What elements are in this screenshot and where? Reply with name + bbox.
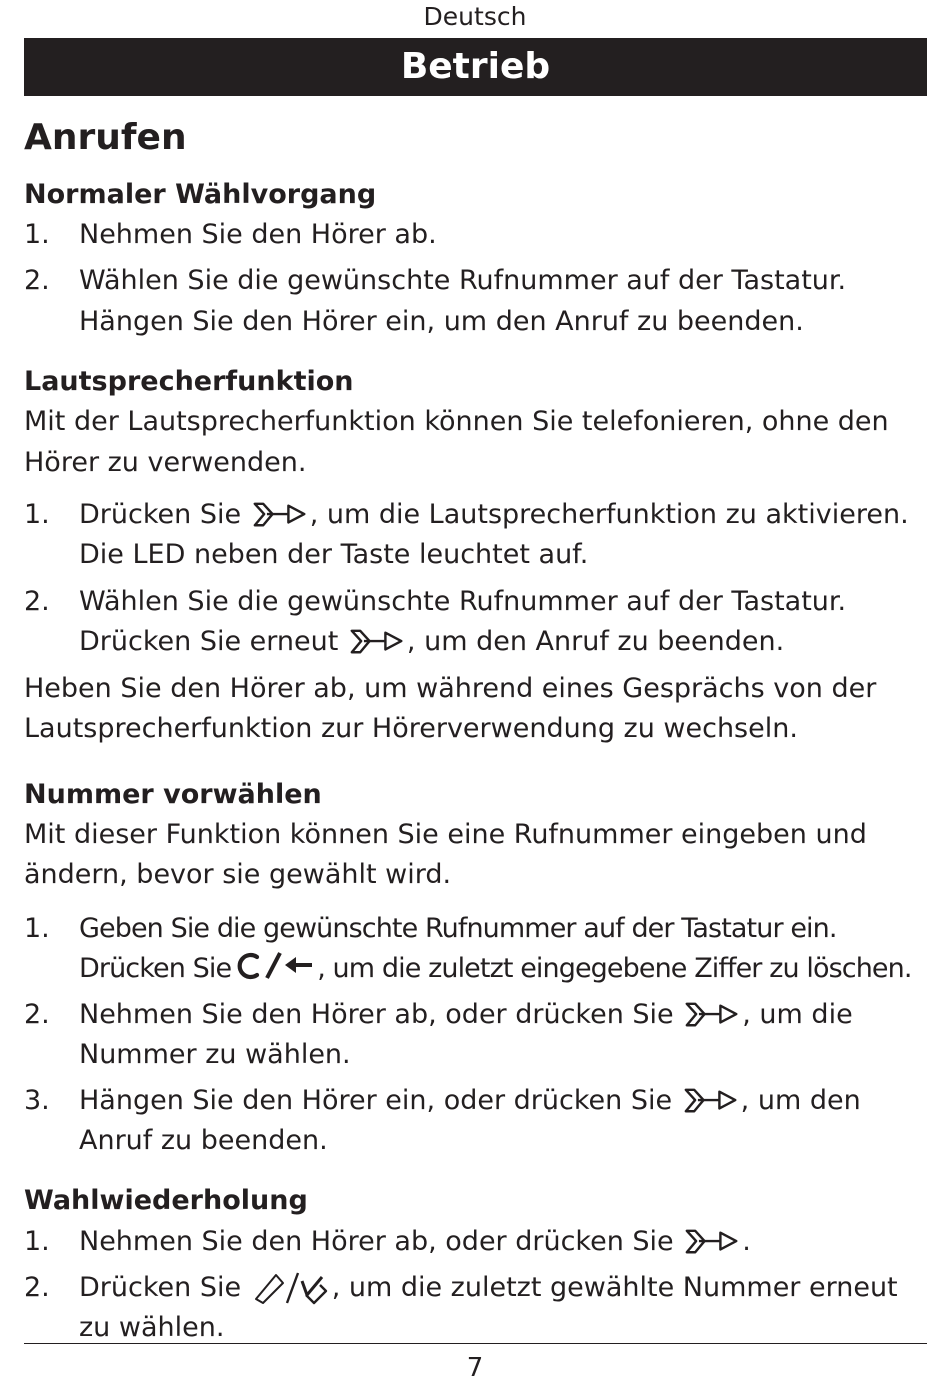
redial-key-icon [252,1269,330,1305]
heading-speakerphone: Lautsprecherfunktion [24,366,354,397]
text-run: , um die zuletzt eingegebene Ziffer zu löschen. [317,953,912,984]
step-text [79,1081,861,1121]
clear-backspace-key-icon [233,950,315,982]
text-run: Drücken Sie [79,1272,242,1303]
step-text [79,995,853,1035]
step-number: 1. [24,1226,50,1257]
paragraph: ändern, bevor sie gewählt wird. [24,859,452,890]
paragraph: Mit dieser Funktion können Sie eine Rufnummer eingeben und [24,819,867,850]
text-run: Drücken Sie [79,953,232,984]
step-number: 1. [24,499,50,530]
section-banner: Betrieb [24,38,927,96]
text-run: Nehmen Sie den Hörer ab, oder drücken Sie [79,999,674,1030]
step-text: Die LED neben der Taste leuchtet auf. [79,539,589,570]
speakerphone-key-icon [684,1228,740,1256]
step-text [79,1222,751,1262]
text-run: , um den Anruf zu beenden. [406,626,785,657]
paragraph: Lautsprecherfunktion zur Hörerverwendung zu wechseln. [24,713,798,744]
text-run: , um die [742,999,853,1030]
step-text [79,495,909,535]
footer-divider [24,1343,927,1344]
text-run: Drücken Sie [79,499,242,530]
speakerphone-key-icon [349,628,405,656]
step-text [79,622,784,662]
step-number: 2. [24,265,50,296]
step-text: Wählen Sie die gewünschte Rufnummer auf der Tastatur. [79,265,847,296]
step-text: Hängen Sie den Hörer ein, um den Anruf zu beenden. [79,306,804,337]
speakerphone-key-icon [252,501,308,529]
text-run: , um die zuletzt gewählte Nummer erneut [331,1272,898,1303]
paragraph: Mit der Lautsprecherfunktion können Sie telefonieren, ohne den [24,406,889,437]
step-number: 2. [24,999,50,1030]
paragraph: Hörer zu verwenden. [24,447,307,478]
page-number: 7 [466,1353,484,1383]
speakerphone-key-icon [684,1001,740,1029]
step-number: 1. [24,913,50,944]
step-text: Wählen Sie die gewünschte Rufnummer auf der Tastatur. [79,586,847,617]
speakerphone-key-icon [683,1087,739,1115]
step-number: 2. [24,1272,50,1303]
text-run: . [742,1226,751,1257]
step-text [79,949,912,989]
step-number: 3. [24,1085,50,1116]
paragraph: Heben Sie den Hörer ab, um während eines Gesprächs von der [24,673,877,704]
heading-normal-dialing: Normaler Wählvorgang [24,179,377,210]
step-number: 1. [24,219,50,250]
page-title: Anrufen [24,117,187,158]
step-text: zu wählen. [79,1312,225,1343]
step-number: 2. [24,586,50,617]
text-run: Nehmen Sie den Hörer ab, oder drücken Sie [79,1226,674,1257]
step-text: Geben Sie die gewünschte Rufnummer auf der Tastatur ein. [79,913,837,944]
step-text: Nehmen Sie den Hörer ab. [79,219,437,250]
text-run: Hängen Sie den Hörer ein, oder drücken Sie [79,1085,673,1116]
step-text: Nummer zu wählen. [79,1039,351,1070]
heading-predial: Nummer vorwählen [24,779,322,810]
text-run: Drücken Sie erneut [79,626,339,657]
text-run: , um die Lautsprecherfunktion zu aktivieren. [309,499,909,530]
step-text: Anruf zu beenden. [79,1125,328,1156]
step-text [79,1268,898,1308]
heading-redial: Wahlwiederholung [24,1185,308,1216]
text-run: , um den [740,1085,861,1116]
language-label: Deutsch [423,2,527,31]
